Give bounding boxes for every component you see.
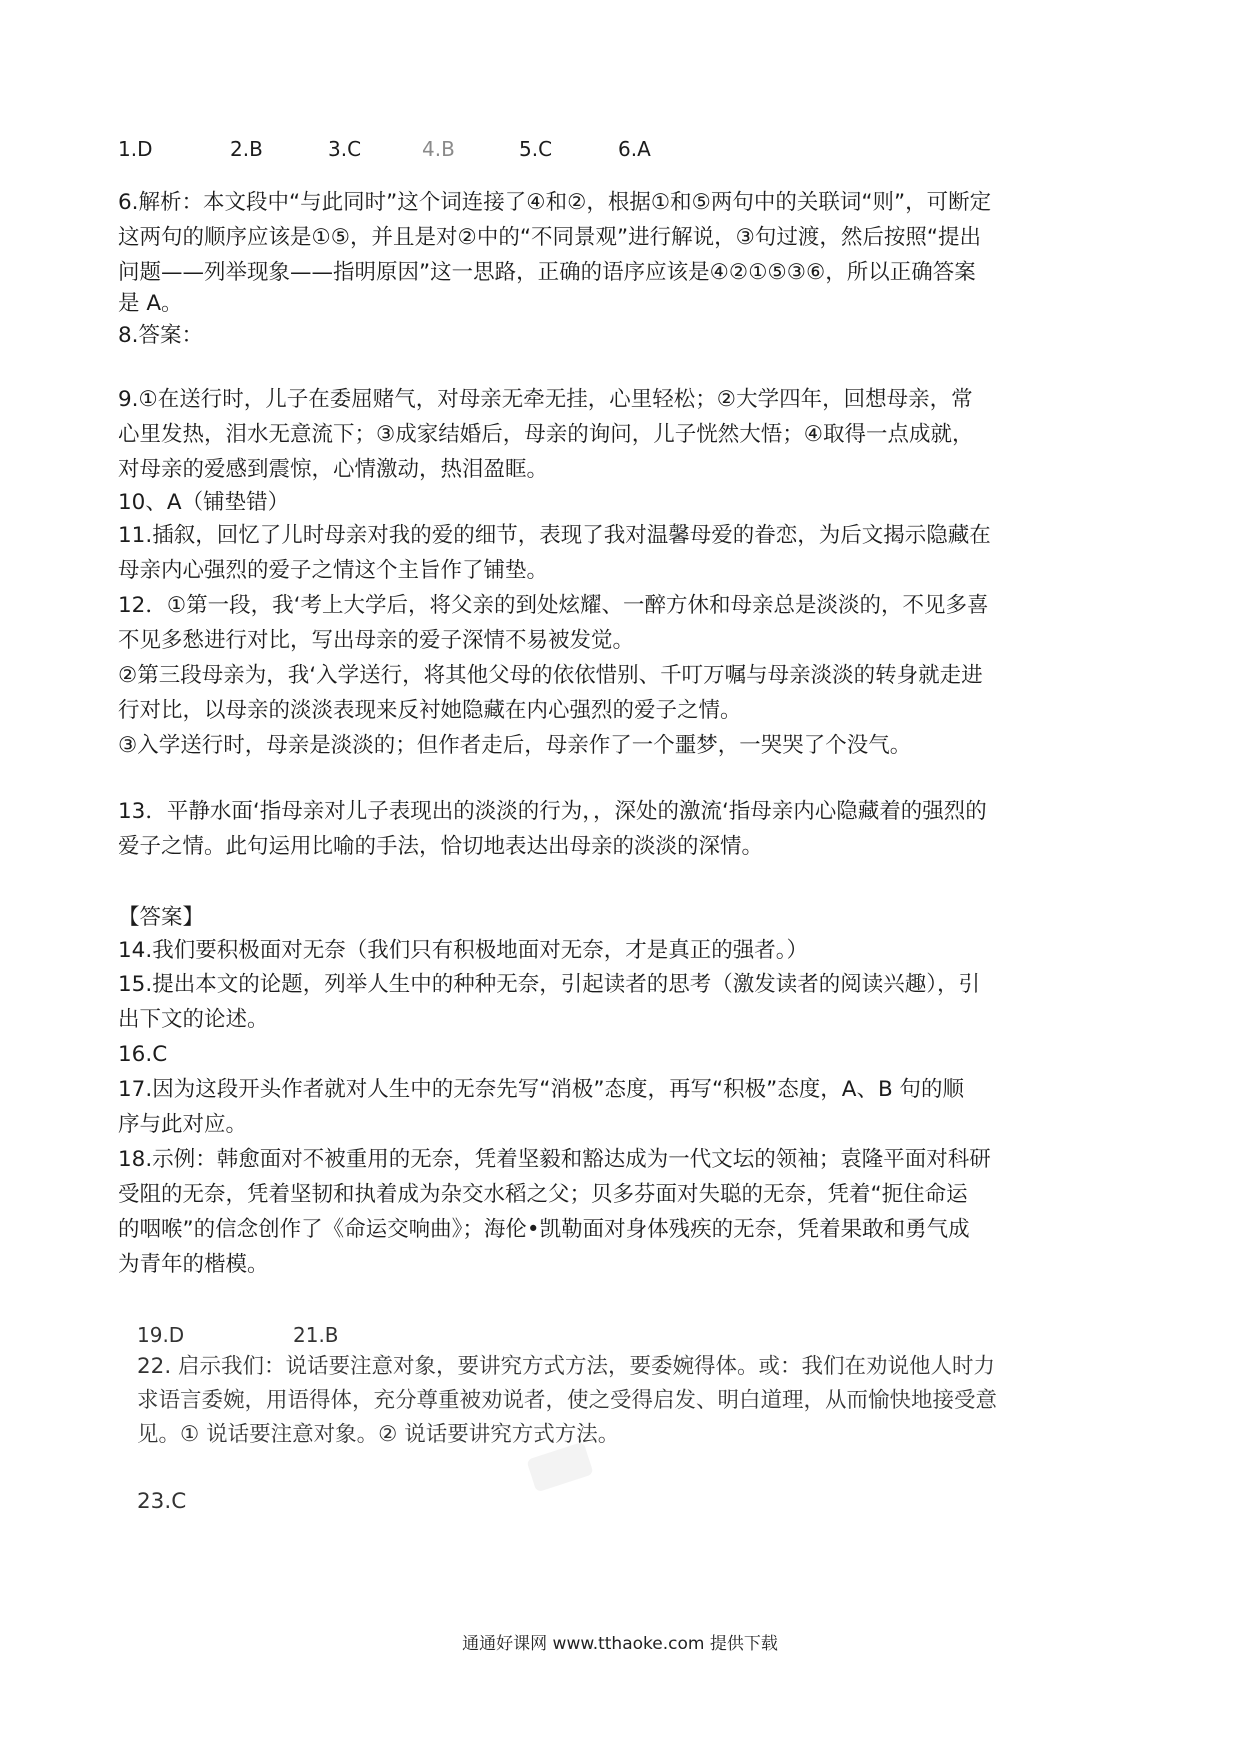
answer-22-line-2: 求语言委婉，用语得体，充分尊重被劝说者，使之受得启发、明白道理，从而愉快地接受意 [137,1388,998,1413]
explanation-6-line-4: 是 A。 [118,291,183,316]
answer-11-line-2: 母亲内心强烈的爱子之情这个主旨作了铺垫。 [118,558,549,583]
answer-10: 10、A（铺垫错） [118,490,290,515]
answer-21: 21.B [293,1323,339,1347]
answer-5: 5.C [519,137,553,161]
page-footer: 通通好课网 www.tthaoke.com 提供下载 [462,1634,778,1654]
answer-12-line-5: ③入学送行时，母亲是淡淡的；但作者走后，母亲作了一个噩梦，一哭哭了个没气。 [118,733,912,758]
answer-8-label: 8.答案： [118,323,204,348]
answer-1: 1.D [118,137,153,161]
answer-4: 4.B [422,137,455,161]
answer-12-line-3: ②第三段母亲为，我‘入学送行，将其他父母的依依惜别、千叮万嘱与母亲淡淡的转身就走进 [118,663,983,688]
answer-11-line-1: 11.插叙，回忆了儿时母亲对我的爱的细节，表现了我对温馨母爱的眷恋，为后文揭示隐藏在 [118,523,991,548]
answer-15-line-2: 出下文的论述。 [118,1007,269,1032]
answer-22-line-1: 22. 启示我们：说话要注意对象，要讲究方式方法，要委婉得体。或：我们在劝说他人时力 [137,1354,996,1379]
answer-section-header: 【答案】 [118,905,205,930]
answer-6: 6.A [618,137,651,161]
answer-9-line-2: 心里发热，泪水无意流下；③成家结婚后，母亲的询问，儿子恍然大悟；④取得一点成就， [118,422,974,447]
answer-12-line-4: 行对比，以母亲的淡淡表现来反衬她隐藏在内心强烈的爱子之情。 [118,698,742,723]
answer-9-line-1: 9.①在送行时，儿子在委屈赌气，对母亲无牵无挂，心里轻松；②大学四年，回想母亲，常 [118,387,973,412]
answer-18-line-4: 为青年的楷模。 [118,1252,269,1277]
explanation-6-line-1: 6.解析：本文段中“与此同时”这个词连接了④和②，根据①和⑤两句中的关联词“则”，可断定 [118,190,992,215]
answer-15-line-1: 15.提出本文的论题，列举人生中的种种无奈，引起读者的思考（激发读者的阅读兴趣），引 [118,972,980,997]
answer-3: 3.C [328,137,362,161]
answer-22-line-3: 见。① 说话要注意对象。② 说话要讲究方式方法。 [137,1422,620,1447]
answer-2: 2.B [230,137,263,161]
answer-18-line-2: 受阻的无奈，凭着坚韧和执着成为杂交水稻之父；贝多芬面对失聪的无奈，凭着“扼住命运 [118,1182,968,1207]
answer-17-line-2: 序与此对应。 [118,1112,248,1137]
answer-14: 14.我们要积极面对无奈（我们只有积极地面对无奈，才是真正的强者。） [118,938,808,963]
answer-19: 19.D [137,1323,185,1347]
explanation-6-line-3: 问题——列举现象——指明原因”这一思路，正确的语序应该是④②①⑤③⑥，所以正确答案 [118,260,976,285]
answer-9-line-3: 对母亲的爱感到震惊，心情激动，热泪盈眶。 [118,457,549,482]
explanation-6-line-2: 这两句的顺序应该是①⑤，并且是对②中的“不同景观”进行解说，③句过渡，然后按照“提出 [118,225,982,250]
answer-12-line-2: 不见多愁进行对比，写出母亲的爱子深情不易被发觉。 [118,628,635,653]
answer-13-line-1: 13．平静水面‘指母亲对儿子表现出的淡淡的行为，，深处的激流‘指母亲内心隐藏着的强烈的 [118,799,987,824]
answer-17-line-1: 17.因为这段开头作者就对人生中的无奈先写“消极”态度，再写“积极”态度，A、B 句的顺 [118,1077,965,1102]
answer-12-line-1: 12．①第一段，我‘考上大学后，将父亲的到处炫耀、一醉方休和母亲总是淡淡的，不见多喜 [118,593,989,618]
answer-16: 16.C [118,1042,168,1067]
answer-18-line-3: 的咽喉”的信念创作了《命运交响曲》；海伦•凯勒面对身体残疾的无奈，凭着果敢和勇气成 [118,1217,970,1242]
answer-23: 23.C [137,1489,187,1514]
answer-13-line-2: 爱子之情。此句运用比喻的手法，恰切地表达出母亲的淡淡的深情。 [118,834,764,859]
answer-18-line-1: 18.示例：韩愈面对不被重用的无奈，凭着坚毅和豁达成为一代文坛的领袖；袁隆平面对科研 [118,1147,991,1172]
